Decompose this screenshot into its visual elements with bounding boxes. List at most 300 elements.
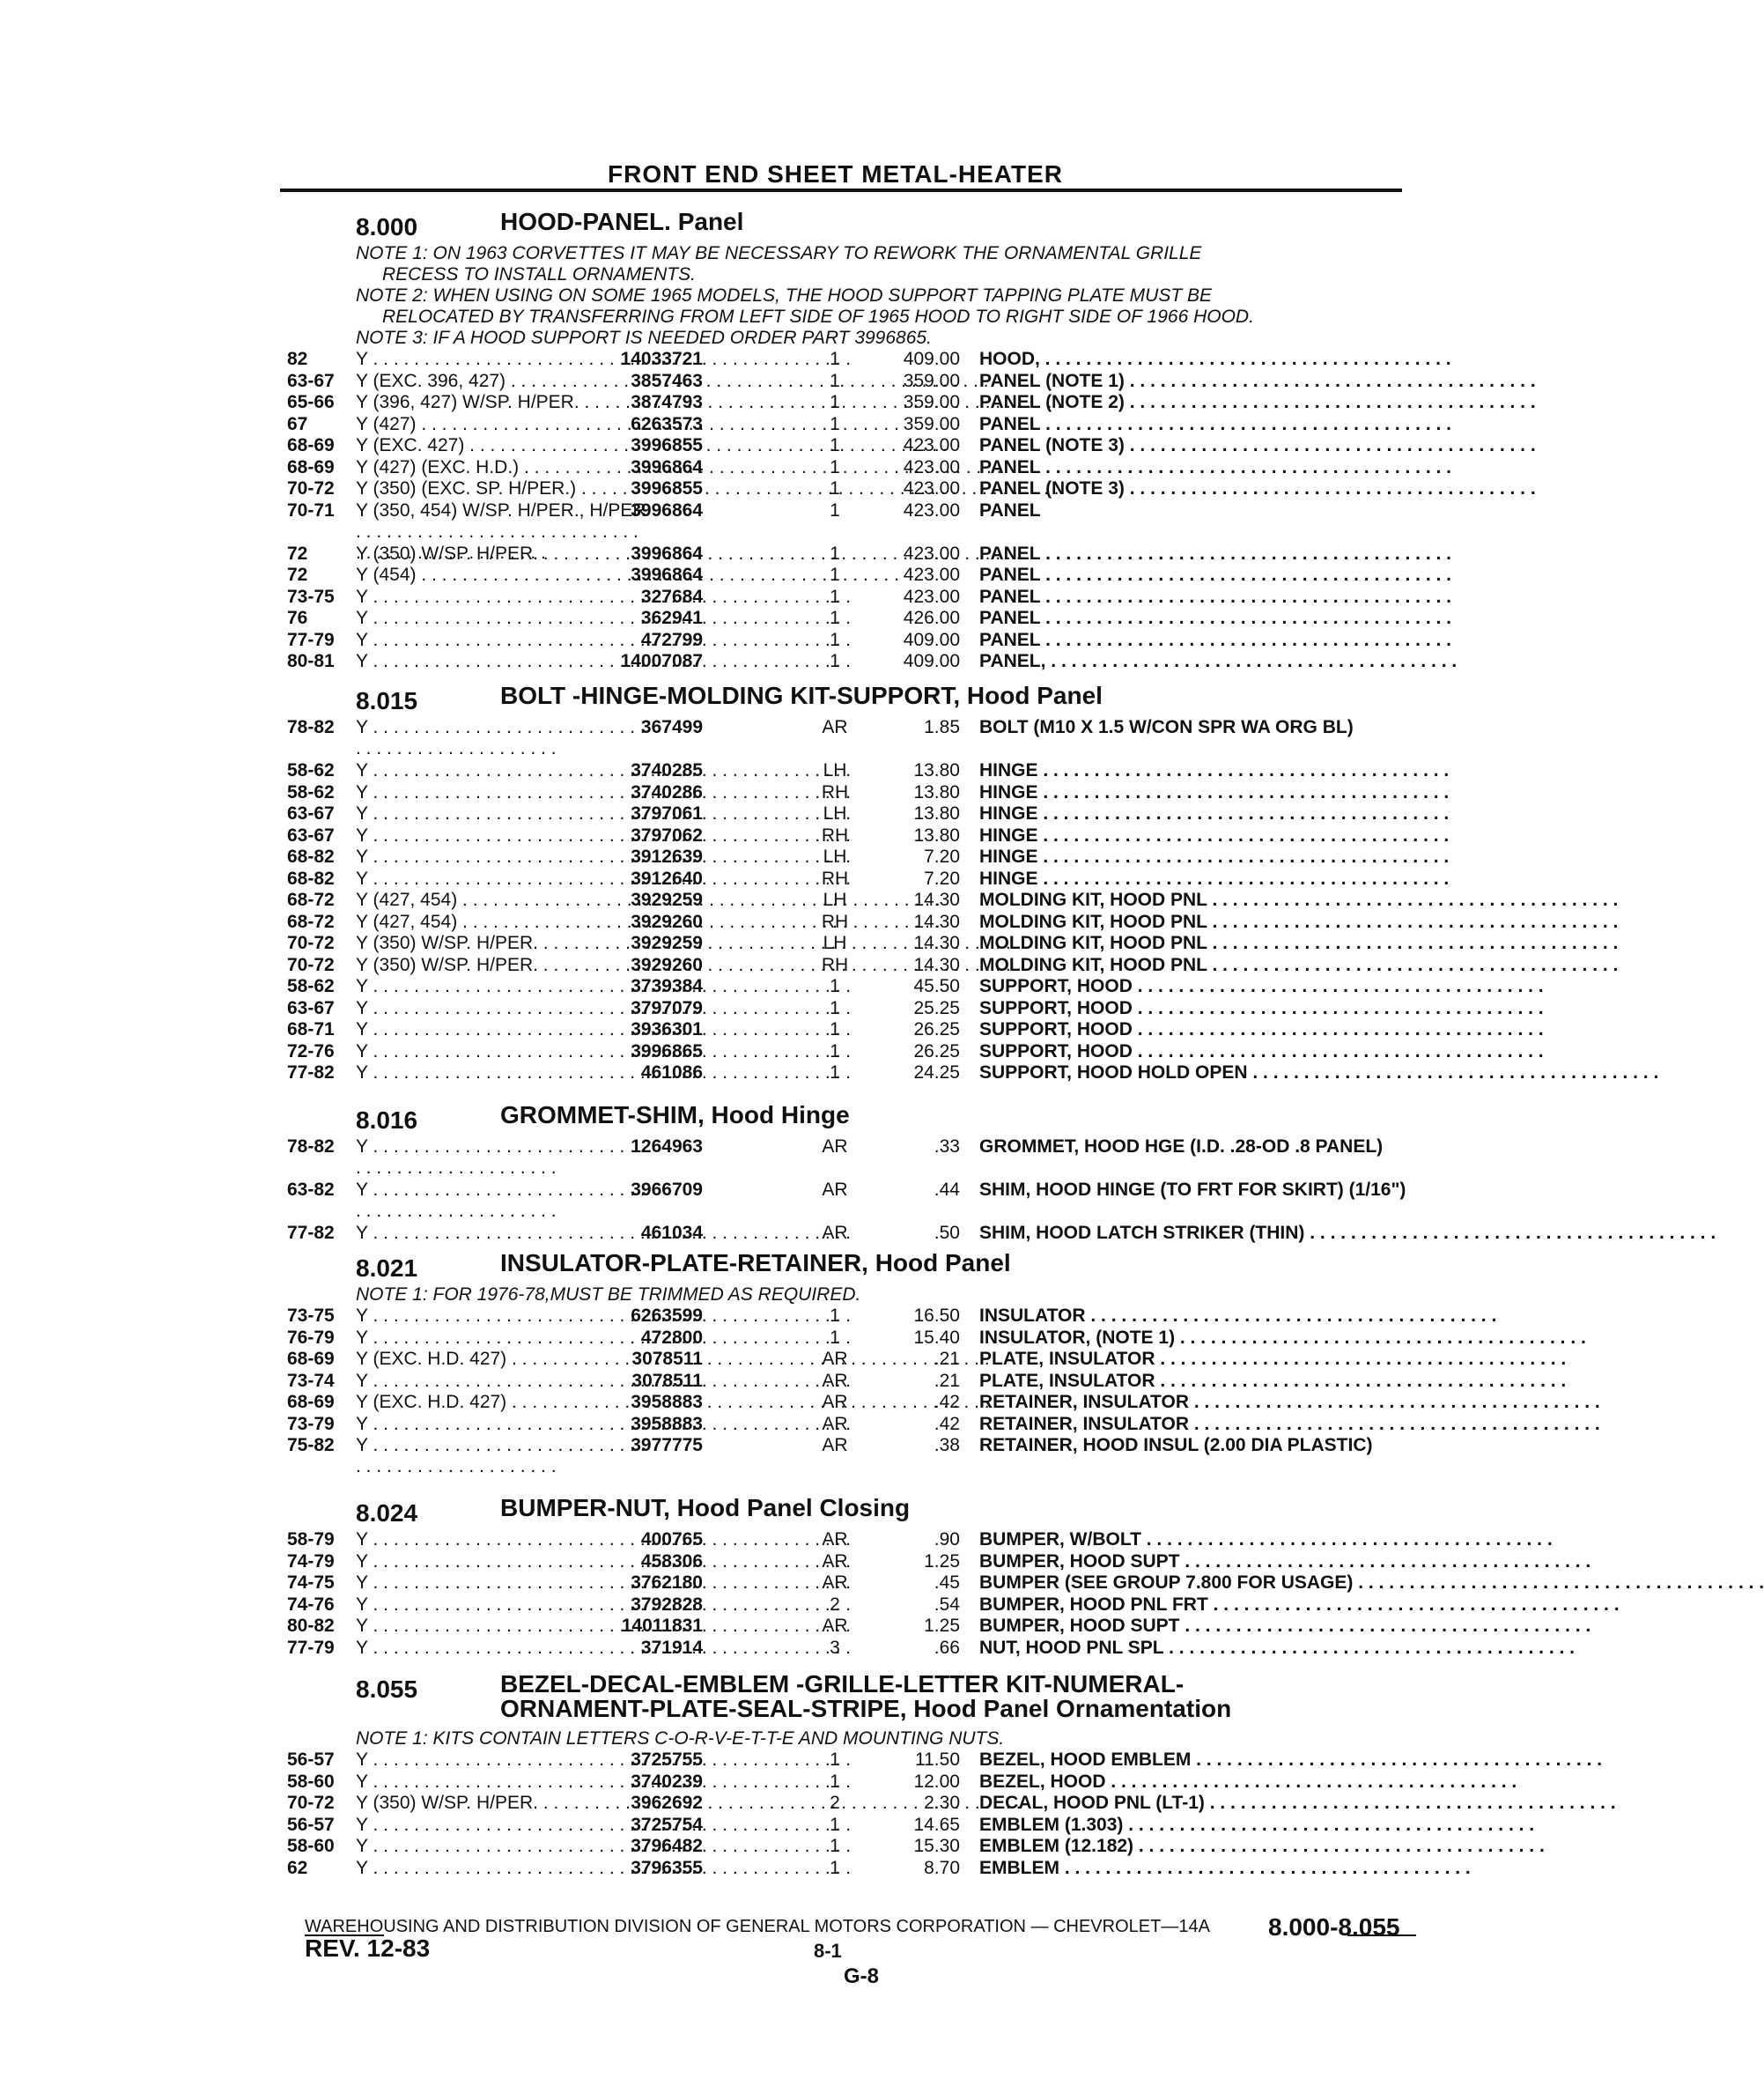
application: Y . . . [356,998,699,1019]
section-title: GROMMET-SHIM, Hood Hinge [500,1101,850,1128]
part-number: 3739384 [631,976,703,996]
description: PANEL . . . . . . . . . . . . . . . . . . . . . . . . . . . . . . . . . . . . . . . . [979,456,1451,477]
description: RETAINER, INSULATOR . . . . . . . . . . . . . . . . . . . . . . . . . . . . . . . . . . . . . . . . [979,1413,1600,1434]
description: BEZEL, HOOD . . . . . . . . . . . . . . . . . . . . . . . . . . . . . . . . . . . . . . . . [979,1771,1517,1792]
section-title: BUMPER-NUT, Hood Panel Closing [500,1494,911,1521]
part-number: 367499 [640,717,703,737]
application: Y . . . [356,1062,699,1084]
footer-division: WAREHOUSING AND DISTRIBUTION DIVISION OF GENERAL MOTORS CORPORATION — CHEVROLET—14A [305,1917,1210,1936]
price: .21 [934,1370,960,1391]
description: HOOD, . . . . . . . . . . . . . . . . . . . . . . . . . . . . . . . . . . . . . . . . [979,349,1451,369]
section-note [280,1728,1416,1749]
description: SHIM, HOOD HINGE (TO FRT FOR SKIRT) (1/16") [979,1180,1406,1200]
part-number: 3996855 [631,478,703,499]
quantity: AR [822,1572,848,1593]
section-note [280,328,1416,349]
part-row [280,1306,1497,1328]
catalog-section [280,1670,1616,1879]
model-years: 58-62 [287,976,335,996]
part-row [280,456,1451,479]
application: Y (350) W/SP. H/PER. . . . [356,955,699,976]
description: SUPPORT, HOOD . . . . . . . . . . . . . . . . . . . . . . . . . . . . . . . . . . . . . . . . [979,1040,1544,1061]
part-number: 3996864 [631,565,703,585]
application: Y . . . [356,803,699,825]
quantity: LH [823,933,847,953]
quantity: 1 [830,349,840,369]
part-row [280,760,1450,782]
part-row [280,1793,1616,1815]
part-number: 6263599 [631,1306,703,1326]
quantity: 1 [830,1019,840,1039]
description: BUMPER, HOOD SUPT . . . . . . . . . . . . . . . . . . . . . . . . . . . . . . . . . . . . . . . . [979,1616,1591,1636]
part-row [280,1223,1716,1245]
part-number: 3762180 [631,1572,703,1593]
part-row [280,608,1451,630]
price: 409.00 [903,651,960,671]
price: 15.30 [913,1836,960,1856]
footer-page-number: 8-1 [814,1940,842,1962]
quantity: 2 [830,1594,840,1615]
price: 8.70 [924,1857,960,1878]
section-header [280,1249,1416,1284]
section-note [280,285,1416,328]
description: MOLDING KIT, HOOD PNL . . . . . . . . . . . . . . . . . . . . . . . . . . . . . . . . . . . . . . . . [979,911,1619,932]
part-number: 6263573 [631,413,703,434]
quantity: AR [822,1616,848,1636]
model-years: 58-60 [287,1836,335,1856]
footer-revision: REV. 12-83 [305,1934,431,1962]
price: 12.00 [913,1771,960,1792]
price: 15.40 [913,1327,960,1348]
note-line: NOTE 1: ON 1963 CORVETTES IT MAY BE NECESSARY TO REWORK THE ORNAMENTAL GRILLE [356,243,1202,263]
part-row [280,370,1536,393]
description: SUPPORT, HOOD . . . . . . . . . . . . . . . . . . . . . . . . . . . . . . . . . . . . . . . . [979,976,1544,996]
part-number: 14011831 [621,1616,703,1636]
part-number: 327684 [640,586,703,607]
model-years: 68-72 [287,890,335,910]
part-row [280,1550,1591,1573]
model-years: 80-82 [287,1616,335,1636]
model-years: 72 [287,565,308,585]
application: Y . . . [356,1638,699,1659]
section-note [280,243,1416,285]
part-row [280,1327,1586,1350]
part-number: 3929259 [631,933,703,953]
description: PANEL . . . . . . . . . . . . . . . . . . . . . . . . . . . . . . . . . . . . . . . . [979,629,1451,650]
description: MOLDING KIT, HOOD PNL . . . . . . . . . . . . . . . . . . . . . . . . . . . . . . . . . . . . . . . . [979,954,1619,975]
part-number: 3796355 [631,1857,703,1878]
model-years: 63-67 [287,997,335,1018]
quantity: 2 [830,1793,840,1813]
description: PANEL (NOTE 3) . . . . . . . . . . . . . . . . . . . . . . . . . . . . . . . . . . . . . . . . [979,478,1536,499]
description: EMBLEM (12.182) . . . . . . . . . . . . . . . . . . . . . . . . . . . . . . . . . . . . . . . . [979,1836,1545,1856]
description: BUMPER, HOOD SUPT . . . . . . . . . . . . . . . . . . . . . . . . . . . . . . . . . . . . . . . . [979,1550,1591,1572]
section-title: BOLT -HINGE-MOLDING KIT-SUPPORT, Hood Panel [500,682,1103,709]
price: 13.80 [913,781,960,803]
description: SUPPORT, HOOD HOLD OPEN . . . . . . . . . . . . . . . . . . . . . . . . . . . . . . . . . . . . . . . . [979,1062,1659,1083]
quantity: RH [821,825,849,846]
quantity: 1 [830,435,840,455]
section-title: HOOD-PANEL. Panel [500,208,744,235]
part-number: 3874793 [631,392,703,412]
application: Y . . . [356,869,699,890]
description: RETAINER, HOOD INSUL (2.00 DIA PLASTIC) [979,1435,1373,1455]
quantity: 1 [830,565,840,585]
section-number: 8.024 [356,1499,418,1527]
note-line: NOTE 2: WHEN USING ON SOME 1965 MODELS, THE HOOD SUPPORT TAPPING PLATE MUST BE [356,285,1213,306]
part-number: 3996865 [631,1040,703,1061]
application: Y (350) W/SP. H/PER. . . . [356,933,699,954]
quantity: LH [823,847,847,867]
part-number: 3996864 [631,456,703,477]
price: 13.80 [913,760,960,780]
application: Y . . . [356,1306,699,1327]
part-row [280,847,1450,869]
part-row [280,933,1619,955]
model-years: 56-57 [287,1814,335,1835]
quantity: LH [823,803,847,824]
page-title: FRONT END SHEET METAL-HEATER [608,160,1063,188]
model-years: 72-76 [287,1040,335,1061]
part-row [280,349,1451,371]
quantity: 1 [830,478,840,499]
application: Y (427) . . . [356,414,699,435]
part-number: 3078511 [631,1349,703,1369]
part-row [280,825,1450,847]
part-row [280,413,1451,436]
footer-group-page: G-8 [844,1964,880,1988]
application: Y (427, 454) . . . [356,912,699,933]
part-row [280,478,1536,500]
description: INSULATOR . . . . . . . . . . . . . . . . . . . . . . . . . . . . . . . . . . . . . . . . [979,1306,1497,1326]
description: PANEL (NOTE 1) . . . . . . . . . . . . . . . . . . . . . . . . . . . . . . . . . . . . . . . . [979,370,1536,391]
application: Y . . . [356,1371,699,1392]
description: MOLDING KIT, HOOD PNL . . . . . . . . . . . . . . . . . . . . . . . . . . . . . . . . . . . . . . . . [979,933,1619,953]
part-number: 400765 [640,1529,703,1550]
price: 1.25 [924,1616,960,1636]
model-years: 70-71 [287,499,335,521]
part-number: 3966709 [631,1180,703,1200]
price: 25.25 [913,997,960,1018]
price: 14.30 [913,911,960,932]
price: 24.25 [913,1062,960,1083]
quantity: 1 [830,586,840,607]
part-row [280,1349,1567,1371]
description: PANEL, . . . . . . . . . . . . . . . . . . . . . . . . . . . . . . . . . . . . . . . . [979,651,1458,671]
description: SHIM, HOOD LATCH STRIKER (THIN) . . . . . . . . . . . . . . . . . . . . . . . . . . . . . . . . . . . . . . . . [979,1223,1716,1243]
model-years: 74-75 [287,1572,335,1593]
description: PANEL [979,499,1041,521]
part-number: 461086 [640,1062,703,1083]
quantity: 1 [830,997,840,1018]
price: 26.25 [913,1040,960,1061]
catalog-section [280,1494,1764,1659]
section-number: 8.055 [356,1675,418,1703]
quantity: 1 [830,1062,840,1083]
quantity: 1 [830,1814,840,1835]
part-number: 3797061 [631,803,703,824]
model-years: 58-62 [287,781,335,803]
price: 14.30 [913,933,960,953]
description: GROMMET, HOOD HGE (I.D. .28-OD .8 PANEL) [979,1136,1384,1157]
part-number: 461034 [640,1223,703,1243]
part-row [280,1572,1764,1594]
application: Y (EXC. H.D. 427) . . . [356,1392,699,1413]
part-row [280,392,1536,414]
price: .45 [934,1572,960,1593]
model-years: 73-74 [287,1370,335,1391]
description: PANEL . . . . . . . . . . . . . . . . . . . . . . . . . . . . . . . . . . . . . . . . [979,543,1451,564]
part-number: 3797079 [631,997,703,1018]
model-years: 77-79 [287,1637,335,1658]
model-years: 76-79 [287,1327,335,1348]
price: .42 [934,1413,960,1434]
application: Y . . . [356,651,699,672]
price: 359.00 [903,413,960,434]
part-number: 3740286 [631,781,703,803]
quantity: AR [822,717,848,737]
part-number: 3929260 [631,954,703,975]
part-number: 1264963 [631,1136,703,1157]
quantity: 1 [830,629,840,650]
model-years: 77-82 [287,1062,335,1083]
part-row [280,803,1450,825]
part-number: 3792828 [631,1594,703,1615]
price: 14.30 [913,890,960,910]
application: Y . . . [356,587,699,608]
price: 423.00 [903,456,960,477]
model-years: 82 [287,349,308,369]
part-row [280,976,1544,998]
application: Y . . . [356,825,699,847]
model-years: 76 [287,608,308,628]
section-note [280,1284,1416,1306]
description: PLATE, INSULATOR . . . . . . . . . . . . . . . . . . . . . . . . . . . . . . . . . . . . . . . . [979,1370,1567,1391]
price: 14.30 [913,954,960,975]
note-line: NOTE 1: FOR 1976-78,MUST BE TRIMMED AS REQUIRED. [356,1284,861,1305]
price: 423.00 [903,435,960,455]
quantity: AR [822,1180,848,1200]
price: 16.50 [913,1306,960,1326]
part-number: 3962692 [631,1793,703,1813]
price: 2.30 [924,1793,960,1813]
model-years: 58-60 [287,1771,335,1792]
description: HINGE . . . . . . . . . . . . . . . . . . . . . . . . . . . . . . . . . . . . . . . . [979,760,1450,780]
application: Y . . . [356,1572,699,1594]
part-row [280,1771,1517,1794]
part-number: 14007087 [620,651,703,671]
part-row [280,1136,1416,1180]
part-number: 3958883 [631,1413,703,1434]
part-row [280,1392,1600,1414]
part-number: 3797062 [631,825,703,846]
application: Y . . . [356,1616,699,1637]
application: Y (427) (EXC. H.D.) . . . [356,457,699,478]
description: HINGE . . . . . . . . . . . . . . . . . . . . . . . . . . . . . . . . . . . . . . . . [979,781,1450,803]
description: PLATE, INSULATOR . . . . . . . . . . . . . . . . . . . . . . . . . . . . . . . . . . . . . . . . [979,1349,1567,1369]
application: Y (350) (EXC. SP. H/PER.) . . . [356,478,699,499]
model-years: 63-82 [287,1180,335,1200]
quantity: AR [822,1435,848,1455]
model-years: 73-75 [287,1306,335,1326]
quantity: LH [823,760,847,780]
part-row [280,1529,1553,1551]
model-years: 78-82 [287,1136,335,1157]
description: HINGE . . . . . . . . . . . . . . . . . . . . . . . . . . . . . . . . . . . . . . . . [979,825,1450,846]
part-row [280,781,1450,804]
section-header [280,682,1416,717]
application: Y (396, 427) W/SP. H/PER. . . . [356,392,699,413]
application: Y . . . [356,1041,699,1062]
part-number: 3912639 [631,847,703,867]
part-row [280,890,1619,912]
quantity: 1 [830,1327,840,1348]
price: 45.50 [913,976,960,996]
part-number: 472800 [640,1327,703,1348]
application: Y . . . [356,1435,646,1477]
description: INSULATOR, (NOTE 1) . . . . . . . . . . . . . . . . . . . . . . . . . . . . . . . . . . . . . . . . [979,1327,1586,1348]
description: PANEL . . . . . . . . . . . . . . . . . . . . . . . . . . . . . . . . . . . . . . . . [979,565,1451,585]
application: Y . . . [356,1180,646,1222]
price: 423.00 [903,586,960,607]
part-row [280,1370,1567,1393]
price: 26.25 [913,1019,960,1039]
part-row [280,1616,1591,1638]
application: Y (454) . . . [356,565,699,586]
quantity: RH [821,781,849,803]
description: HINGE . . . . . . . . . . . . . . . . . . . . . . . . . . . . . . . . . . . . . . . . [979,868,1450,889]
description: SUPPORT, HOOD . . . . . . . . . . . . . . . . . . . . . . . . . . . . . . . . . . . . . . . . [979,997,1544,1018]
title-rule [280,189,1402,192]
price: 359.00 [903,370,960,391]
application: Y (350) W/SP. H/PER. . . . [356,1793,699,1814]
price: 7.20 [924,868,960,889]
quantity: 1 [830,651,840,671]
application: Y . . . [356,1749,699,1771]
application: Y (350) W/SP. H/PER. . . . [356,544,699,565]
application: Y . . . [356,1594,699,1616]
model-years: 65-66 [287,392,335,412]
quantity: AR [822,1349,848,1369]
model-years: 56-57 [287,1749,335,1770]
part-row [280,1019,1544,1041]
quantity: 1 [830,499,840,521]
note-line: NOTE 3: IF A HOOD SUPPORT IS NEEDED ORDER PART 3996865. [356,328,932,348]
price: 426.00 [903,608,960,628]
section-title-line: ORNAMENT-PLATE-SEAL-STRIPE, Hood Panel Ornamentation [500,1695,1232,1722]
application: Y . . . [356,349,699,370]
application: Y . . . [356,976,699,997]
description: HINGE . . . . . . . . . . . . . . . . . . . . . . . . . . . . . . . . . . . . . . . . [979,847,1450,867]
part-number: 458306 [640,1550,703,1572]
section-header [280,1101,1416,1136]
description: EMBLEM (1.303) . . . . . . . . . . . . . . . . . . . . . . . . . . . . . . . . . . . . . . . . [979,1814,1535,1835]
part-number: 3996864 [631,499,703,521]
price: .44 [934,1180,960,1200]
application: Y (427, 454) . . . [356,890,699,911]
note-line: RELOCATED BY TRANSFERRING FROM LEFT SIDE OF 1965 HOOD TO RIGHT SIDE OF 1966 HOOD. [382,307,1254,327]
application: Y . . . [356,608,699,629]
note-line: RECESS TO INSTALL ORNAMENTS. [382,264,696,285]
part-number: 3936301 [631,1019,703,1039]
model-years: 58-79 [287,1529,335,1550]
price: 423.00 [903,565,960,585]
price: .50 [934,1223,960,1243]
model-years: 74-76 [287,1594,335,1615]
part-number: 3740239 [631,1771,703,1792]
part-row [280,997,1544,1020]
quantity: 1 [830,370,840,391]
model-years: 58-62 [287,760,335,780]
part-number: 3078511 [631,1370,703,1391]
price: 14.65 [913,1814,960,1835]
part-number: 3958883 [631,1392,703,1412]
model-years: 67 [287,413,308,434]
quantity: AR [822,1370,848,1391]
catalog-section [280,208,1536,673]
application: Y . . . [356,630,699,651]
part-row [280,586,1451,609]
part-number: 3977775 [631,1435,703,1455]
application: Y . . . [356,847,699,868]
part-number: 3740285 [631,760,703,780]
part-number: 3996855 [631,435,703,455]
description: BUMPER (SEE GROUP 7.800 FOR USAGE) . . . . . . . . . . . . . . . . . . . . . . . . . . . . . . . . . . . . . . . . [979,1572,1764,1593]
model-years: 74-79 [287,1550,335,1572]
application: Y (EXC. 427) . . . [356,435,699,456]
application: Y . . . [356,1836,699,1857]
price: 1.25 [924,1550,960,1572]
quantity: 1 [830,543,840,564]
quantity: 1 [830,413,840,434]
part-row [280,1180,1416,1223]
model-years: 73-79 [287,1413,335,1434]
part-row [280,717,1416,760]
application: Y . . . [356,1019,699,1040]
model-years: 68-82 [287,847,335,867]
price: 409.00 [903,629,960,650]
part-row [280,1857,1471,1880]
price: 7.20 [924,847,960,867]
catalog-section [280,1249,1600,1478]
note-line: NOTE 1: KITS CONTAIN LETTERS C-O-R-V-E-T-T-E AND MOUNTING NUTS. [356,1728,1005,1749]
part-number: 3857463 [631,370,703,391]
quantity: 1 [830,976,840,996]
application: Y . . . [356,1858,699,1879]
section-number: 8.000 [356,213,418,240]
price: .90 [934,1529,960,1550]
model-years: 80-81 [287,651,335,671]
quantity: 1 [830,1857,840,1878]
part-row [280,1594,1620,1616]
description: DECAL, HOOD PNL (LT-1) . . . . . . . . . . . . . . . . . . . . . . . . . . . . . . . . . . . . . . . . [979,1793,1616,1813]
model-years: 62 [287,1857,308,1878]
model-years: 72 [287,543,308,564]
quantity: 1 [830,456,840,477]
application: Y . . . [356,1529,699,1550]
description: RETAINER, INSULATOR . . . . . . . . . . . . . . . . . . . . . . . . . . . . . . . . . . . . . . . . [979,1392,1600,1412]
model-years: 63-67 [287,825,335,846]
part-number: 3796482 [631,1836,703,1856]
application: Y . . . [356,782,699,803]
part-row [280,1836,1545,1858]
quantity: 1 [830,1749,840,1770]
model-years: 68-69 [287,1392,335,1412]
price: 13.80 [913,803,960,824]
price: .21 [934,1349,960,1369]
model-years: 73-75 [287,586,335,607]
price: 13.80 [913,825,960,846]
